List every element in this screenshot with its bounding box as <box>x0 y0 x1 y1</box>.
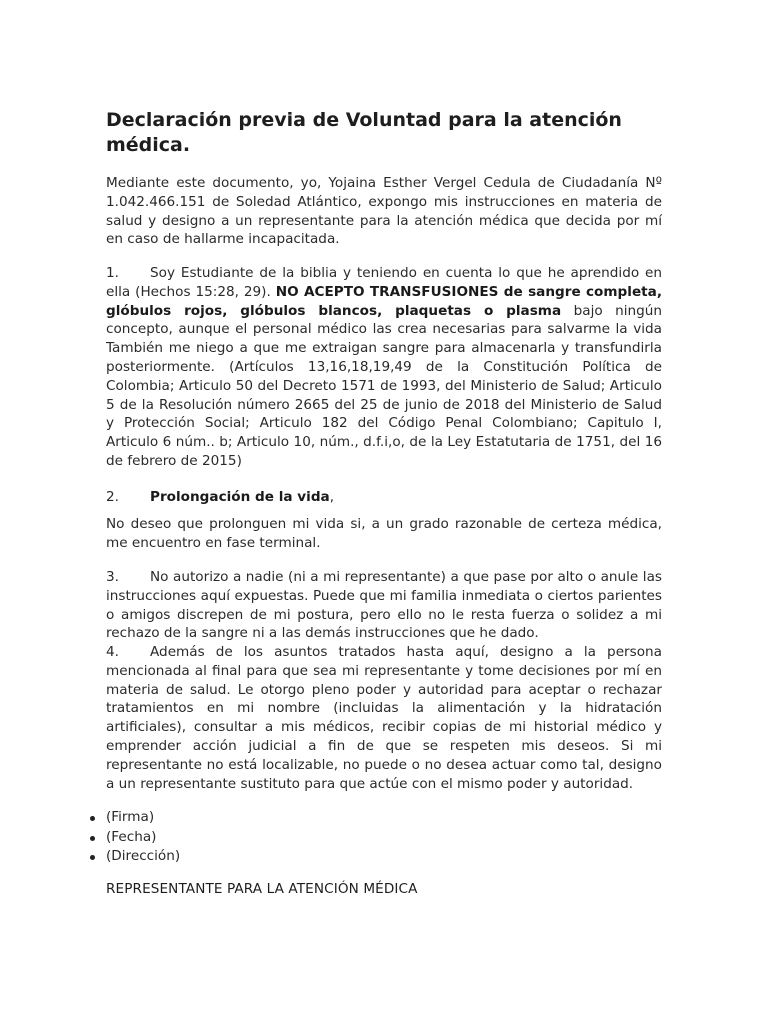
item-2-paragraph: No deseo que prolonguen mi vida si, a un grado razonable de certeza médica, me encuentro en fase terminal. <box>106 516 662 551</box>
item-2-number: 2. <box>106 489 119 505</box>
signature-field-fecha: (Fecha) <box>90 828 180 848</box>
item-3-text: No autorizo a nadie (ni a mi representante) a que pase por alto o anule las instrucciones aquí expuestas. Puede que mi familia inmediata o ciertos parientes o amigos discrepen de mi postura, pero ello no le resta fuerza o solidez a mi rechazo de la sangre ni a las demás instrucciones que he dado. <box>106 569 662 642</box>
item-1-text-b: bajo ningún concepto, aunque el personal médico las crea necesarias para salvarme la vida También me niego a que me extraigan sangre para almacenarla y transfundirla posteriormente. (Artículos 13,16,18,19,49 de la Constitución Política de Colombia; Articulo 50 del Decreto 1571 de 1993, del Ministerio de Salud; Articulo 5 de la Resolución número 2665 del 25 de junio de 2018 del Ministerio de Salud y Protección Social; Articulo 182 del Código Penal Colombiano; Capitulo I, Articulo 6 núm.. b; Articulo 10, núm., d.f.i,o, de la Ley Estatutaria de 1751, del 16 de febrero de 2015) <box>106 302 662 469</box>
item-4-number: 4. <box>106 644 119 660</box>
item-4-paragraph <box>106 643 662 793</box>
item-4-text: Además de los asuntos tratados hasta aquí, designo a la persona mencionada al final para que sea mi representante y tome decisiones por mí en materia de salud. Le otorgo pleno poder y autoridad para aceptar o rechazar tratamientos en mi nombre (incluidas la alimentación y la hidratación artificiales), consultar a mis médicos, recibir copias de mi historial médico y emprender acción judicial a fin de que se respeten mis deseos. Si mi representante no está localizable, no puede o no desea actuar como tal, designo a un representante sustituto para que actúe con el mismo poder y autoridad. <box>106 644 662 792</box>
signature-fields-list <box>90 808 180 867</box>
document-title: Declaración previa de Voluntad para la atención médica. <box>106 109 622 156</box>
item-1-bold-statement: NO ACEPTO TRANSFUSIONES de sangre completa, glóbulos rojos, glóbulos blancos, plaquetas o plasma <box>106 283 662 319</box>
signature-field-firma: (Firma) <box>90 808 180 828</box>
representative-heading: REPRESENTANTE PARA LA ATENCIÓN MÉDICA <box>106 881 418 897</box>
intro-paragraph: Mediante este documento, yo, Yojaina Esther Vergel Cedula de Ciudadanía Nº 1.042.466.151 de Soledad Atlántico, expongo mis instrucciones en materia de salud y designo a un representante para la atención médica que decida por mí en caso de hallarme incapacitada. <box>106 175 662 248</box>
item-1-text-a: Soy Estudiante de la biblia y teniendo en cuenta lo que he aprendido en ella (Hechos 15:28, 29). <box>106 265 662 300</box>
item-2-heading-suffix: , <box>329 489 335 505</box>
item-2-heading-line <box>106 488 662 507</box>
item-1-number: 1. <box>106 265 119 281</box>
signature-field-direccion: (Dirección) <box>90 847 180 867</box>
item-3-number: 3. <box>106 569 119 585</box>
item-1-paragraph <box>106 264 662 471</box>
item-3-paragraph <box>106 568 662 643</box>
item-2-heading: Prolongación de la vida <box>150 489 330 505</box>
